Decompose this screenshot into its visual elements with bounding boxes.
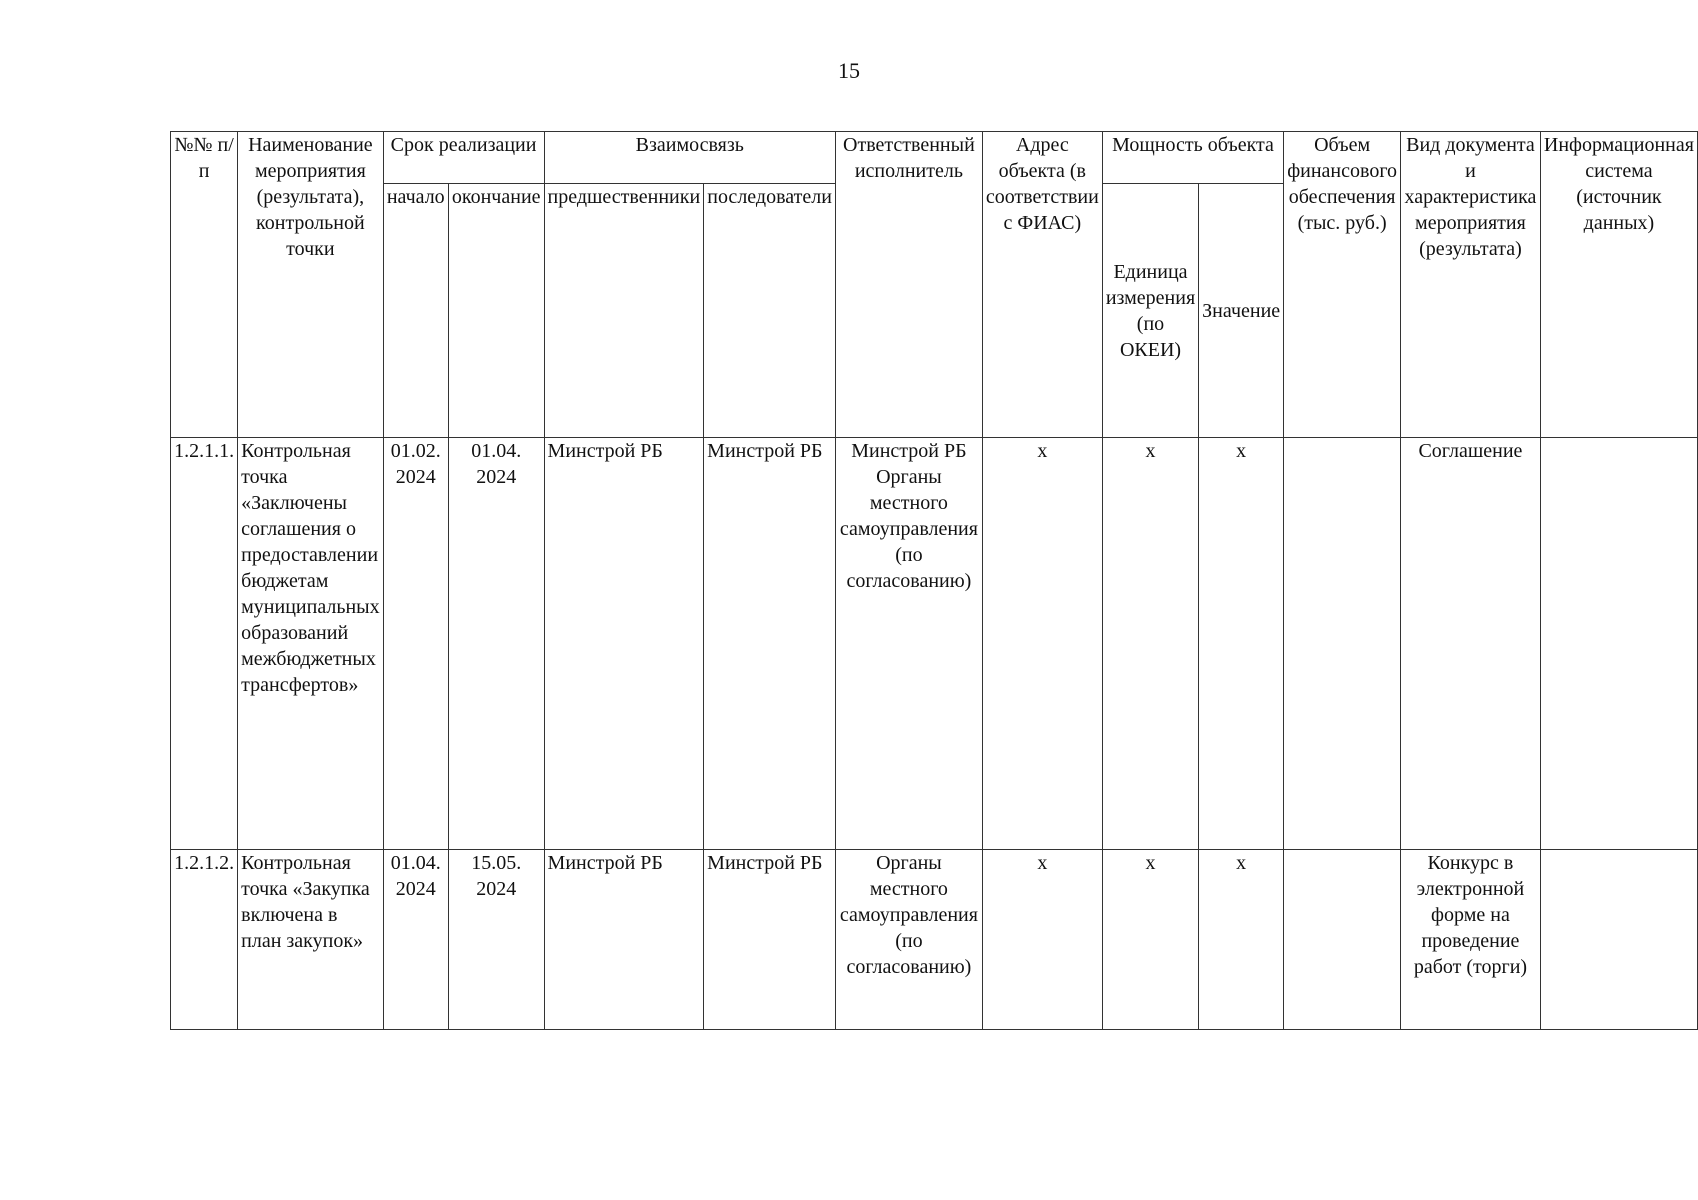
header-unit: Единица измерения (по ОКЕИ) [1102,184,1198,438]
header-address: Адрес объекта (в соответствии с ФИАС) [982,132,1102,438]
table-row [171,850,1698,1030]
row-responsible: Минстрой РБ Органы местного самоуправления (по согласованию) [836,438,983,850]
row-name: Контрольная точка «Закупка включена в план закупок» [238,850,383,1030]
header-successors: последователи [704,184,836,438]
header-value: Значение [1199,184,1284,438]
header-doc-type: Вид документа и характеристика мероприятия (результата) [1401,132,1541,438]
header-row-1 [171,132,1698,158]
row-predecessor: Минстрой РБ [544,438,704,850]
row-start: 01.02. 2024 [383,438,448,850]
header-responsible: Ответственный исполнитель [836,132,983,438]
row-successor: Минстрой РБ [704,438,836,850]
table-row [171,438,1698,850]
row-address: x [982,850,1102,1030]
header-capacity: Мощность объекта [1102,132,1283,184]
row-info-system [1540,850,1697,1030]
row-end: 01.04. 2024 [448,438,544,850]
header-info-system: Информационная система (источник данных) [1540,132,1697,438]
row-unit: x [1102,438,1198,850]
row-num: 1.2.1.1. [171,438,238,850]
header-link: Взаимосвязь [544,132,835,184]
row-name: Контрольная точка «Заключены соглашения о предоставлении бюджетам муниципальных образований межбюджетных трансфертов» [238,438,383,850]
header-num: №№ п/п [171,132,238,438]
row-doc-type: Конкурс в электронной форме на проведение работ (торги) [1401,850,1541,1030]
row-address: x [982,438,1102,850]
row-successor: Минстрой РБ [704,850,836,1030]
row-info-system [1540,438,1697,850]
row-finance [1284,438,1401,850]
row-finance [1284,850,1401,1030]
header-name: Наименование мероприятия (результата), контрольной точки [238,132,383,438]
row-end: 15.05. 2024 [448,850,544,1030]
row-unit: x [1102,850,1198,1030]
row-start: 01.04. 2024 [383,850,448,1030]
header-term: Срок реализации [383,132,544,184]
plan-table [170,131,1698,1030]
header-term-start: начало [383,184,448,438]
header-predecessors: предшественники [544,184,704,438]
page-number: 15 [838,58,860,83]
row-num: 1.2.1.2. [171,850,238,1030]
row-predecessor: Минстрой РБ [544,850,704,1030]
header-term-end: окончание [448,184,544,438]
row-doc-type: Соглашение [1401,438,1541,850]
row-value: x [1199,850,1284,1030]
header-finance: Объем финансового обеспечения (тыс. руб.) [1284,132,1401,438]
row-responsible: Органы местного самоуправления (по согласованию) [836,850,983,1030]
row-value: x [1199,438,1284,850]
